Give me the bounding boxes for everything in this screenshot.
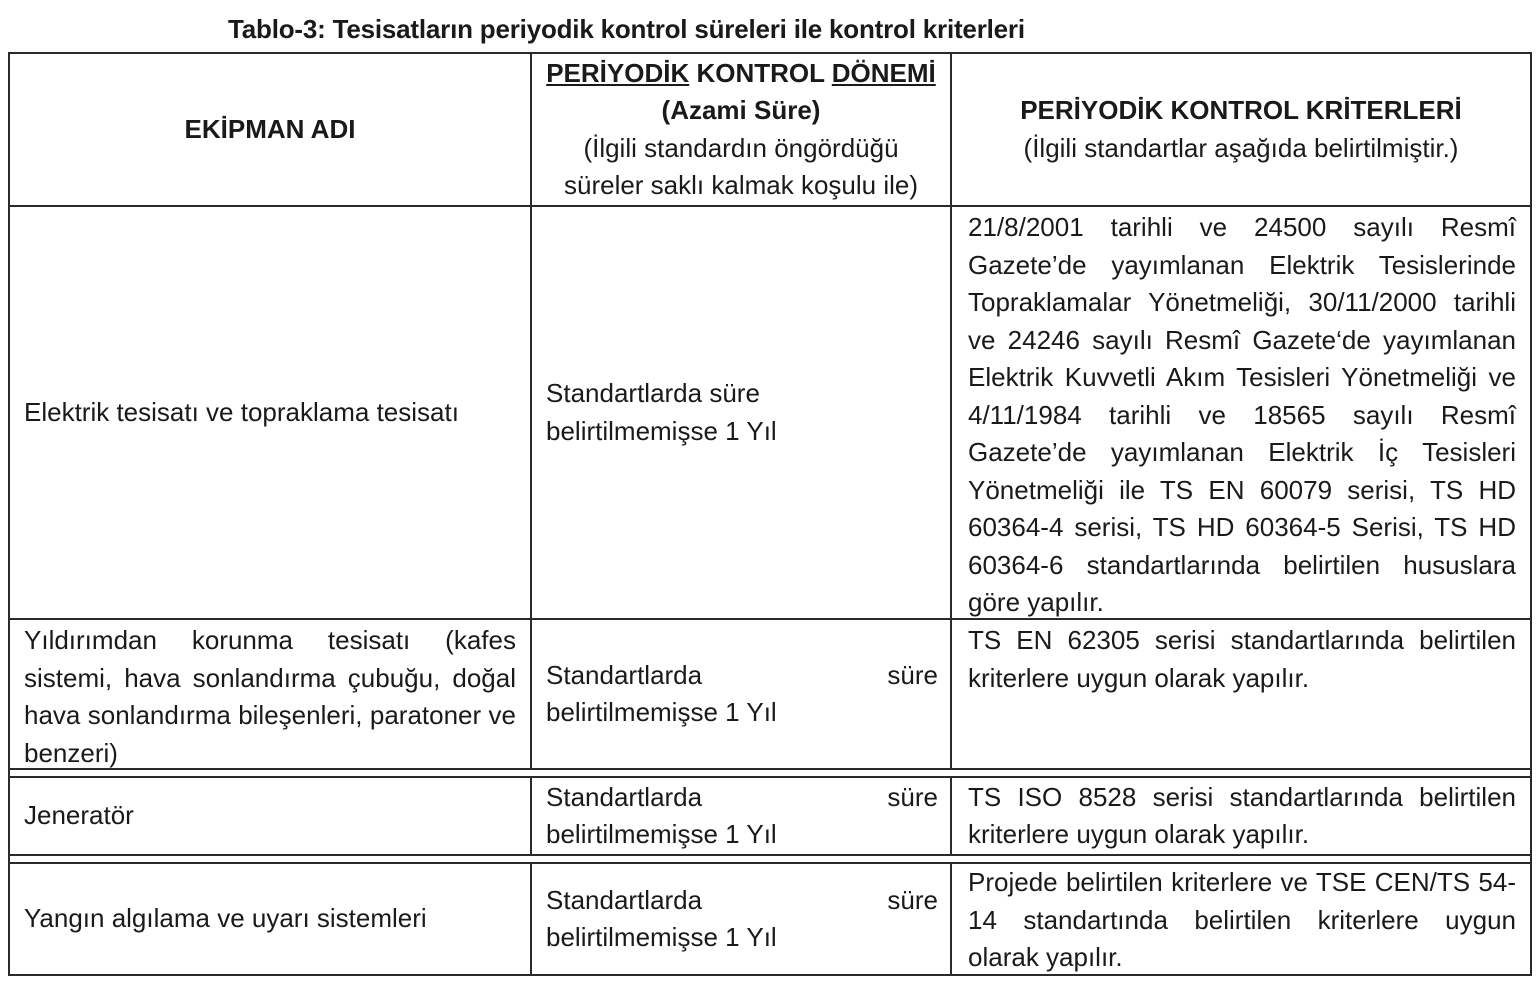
table-row-2-equipment: Yıldırımdan korunma tesisatı (kafes sistemi, hava sonlandırma çubuğu, doğal hava sonlandırma bileşenleri, paratoner ve benzeri) bbox=[24, 625, 516, 768]
table-caption: Tablo-3: Tesisatların periyodik kontrol süreleri ile kontrol kriterleri bbox=[228, 14, 1025, 44]
table-row-1-equipment: Elektrik tesisatı ve topraklama tesisatı bbox=[24, 396, 459, 427]
header-period-note: (İlgili standardın öngördüğü süreler saklı kalmak koşulu ile) bbox=[563, 132, 918, 200]
table-row-1-criteria: 21/8/2001 tarihli ve 24500 sayılı Resmî Gazete’de yayımlanan Elektrik Tesislerinde Topraklamalar Yönetmeliği, 30/11/2000 tarihli ve 24246 sayılı Resmî Gazete‘de yayımlanan Elektrik Kuvvetli Akım Tesisleri Yönetmeliği ve 4/11/1984 tarihli ve 18565 sayılı Resmî Gazete’de yayımlanan Elektrik İç Tesisleri Yönetmeliği ile TS EN 60079 serisi, TS HD 60364-4 serisi, TS HD 60364-5 Serisi, TS HD 60364-6 standartlarında belirtilen hususlara göre yapılır. bbox=[968, 212, 1516, 617]
header-criteria-title: PERİYODİK KONTROL KRİTERLERİ bbox=[1020, 95, 1462, 125]
table-row-4-period: Standartlarda süre belirtilmemişse 1 Yıl bbox=[546, 884, 938, 952]
table-row-4-criteria: Projede belirtilen kriterlere ve TSE CEN/TS 54-14 standartında belirtilen kriterlere uygun olarak yapılır. bbox=[968, 867, 1516, 972]
header-period bbox=[532, 54, 950, 205]
header-equipment-label: EKİPMAN ADI bbox=[184, 113, 356, 144]
header-criteria-note: (İlgili standartlar aşağıda belirtilmiştir.) bbox=[1023, 132, 1459, 163]
header-period-subtitle: (Azami Süre) bbox=[661, 95, 821, 125]
table-row-3-criteria: TS ISO 8528 serisi standartlarında belirtilen kriterlere uygun olarak yapılır. bbox=[968, 781, 1516, 849]
table-row-1-period: Standartlarda süre belirtilmemişse 1 Yıl bbox=[546, 378, 777, 446]
header-period-title: PERİYODİK KONTROL DÖNEMİ bbox=[546, 57, 936, 88]
header-criteria bbox=[952, 54, 1530, 205]
table-row-2-period: Standartlarda süre belirtilmemişse 1 Yıl bbox=[546, 659, 938, 727]
table-row-2-criteria: TS EN 62305 serisi standartlarında belirtilen kriterlere uygun olarak yapılır. bbox=[968, 625, 1516, 693]
table-row-3-period: Standartlarda süre belirtilmemişse 1 Yıl bbox=[546, 781, 938, 849]
row-divider bbox=[10, 854, 1530, 864]
header-equipment bbox=[10, 54, 530, 205]
table-row-4-equipment: Yangın algılama ve uyarı sistemleri bbox=[24, 903, 427, 934]
periodic-control-table bbox=[8, 52, 1532, 976]
row-divider bbox=[10, 768, 1530, 778]
table-row-3-equipment: Jeneratör bbox=[24, 800, 134, 831]
